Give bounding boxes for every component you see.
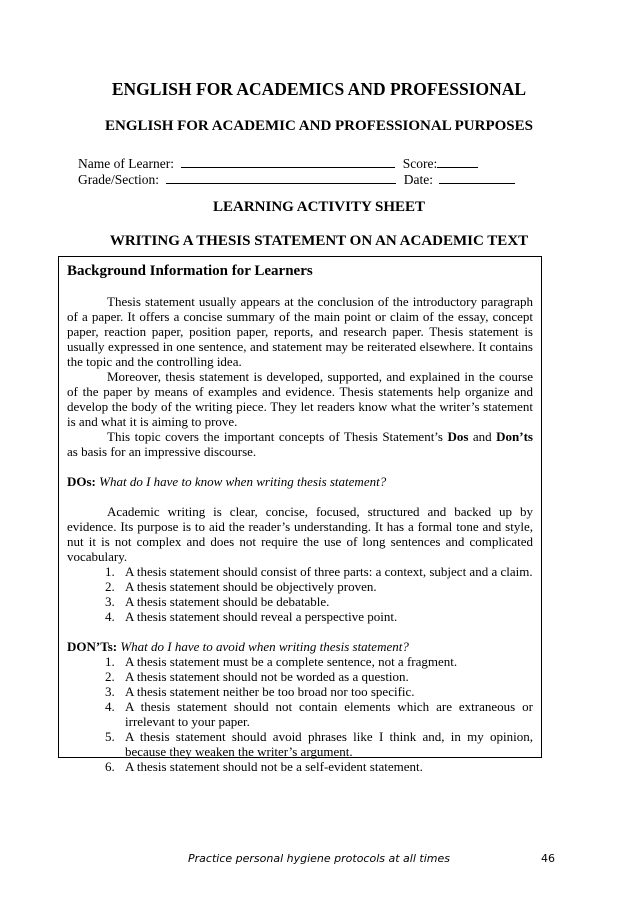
footer-text: Practice personal hygiene protocols at all times [188, 852, 450, 865]
name-label: Name of Learner: [78, 156, 174, 171]
list-item: 6. A thesis statement should not be a self-evident statement. [105, 759, 423, 774]
topic-title: WRITING A THESIS STATEMENT ON AN ACADEMIC TEXT [109, 233, 529, 249]
list-item: 1. A thesis statement should consist of three parts: a context, subject and a claim. [105, 564, 533, 579]
page-number: 46 [541, 852, 555, 865]
document-subtitle: ENGLISH FOR ACADEMIC AND PROFESSIONAL PURPOSES [105, 118, 533, 134]
list-item: 4. A thesis statement should not contain elements which are extraneous or irrelevant to your paper. [105, 699, 533, 729]
background-paragraph-1: Thesis statement usually appears at the conclusion of the introductory paragraph of a paper. It offers a concise summary of the main point or claim of the essay, concept paper, reaction paper, position paper, reports, and research paper. Thesis statement is usually expressed in one sentence, and statement may be reiterated elsewhere. It contains the topic and the controlling idea. [67, 294, 533, 369]
grade-label: Grade/Section: [78, 172, 159, 187]
score-blank[interactable] [437, 155, 478, 168]
donts-heading: DON’Ts: What do I have to avoid when writing thesis statement? [67, 639, 409, 654]
list-item: 4. A thesis statement should reveal a perspective point. [105, 609, 398, 624]
dos-heading: DOs: What do I have to know when writing thesis statement? [67, 474, 387, 489]
donts-list [67, 654, 533, 774]
name-score-line [78, 155, 478, 172]
list-item: 5. A thesis statement should avoid phrases like I think and, in my opinion, because they weaken the writer’s argument. [105, 729, 533, 759]
background-heading: Background Information for Learners [67, 263, 313, 279]
date-blank[interactable] [439, 171, 515, 184]
list-item: 3. A thesis statement should be debatable. [105, 594, 330, 609]
list-item: 2. A thesis statement should not be worded as a question. [105, 669, 409, 684]
grade-date-line [78, 171, 515, 188]
dos-intro: Academic writing is clear, concise, focused, structured and backed up by evidence. Its purpose is to aid the reader’s understanding. It has a formal tone and style, nut it is not complex and does not require the use of long sentences and complicated vocabulary. [67, 504, 533, 564]
grade-blank[interactable] [166, 171, 396, 184]
list-item: 1. A thesis statement must be a complete sentence, not a fragment. [105, 654, 458, 669]
background-paragraph-2: Moreover, thesis statement is developed, supported, and explained in the course of the paper by means of examples and evidence. Thesis statements help organize and develop the body of the writing piece. They let readers know what the writer’s statement is and what it is aiming to prove. [67, 369, 533, 429]
name-blank[interactable] [181, 155, 395, 168]
background-paragraph-3: This topic covers the important concepts of Thesis Statement’s Dos and Don’ts as basis for an impressive discourse. [67, 429, 533, 459]
dos-list [67, 564, 533, 624]
date-label: Date: [403, 172, 433, 187]
list-item: 2. A thesis statement should be objectively proven. [105, 579, 377, 594]
sheet-title: LEARNING ACTIVITY SHEET [213, 199, 425, 215]
score-label: Score: [402, 156, 438, 171]
content-box [58, 256, 542, 774]
document-title: ENGLISH FOR ACADEMICS AND PROFESSIONAL [111, 79, 527, 99]
list-item: 3. A thesis statement neither be too broad nor too specific. [105, 684, 415, 699]
